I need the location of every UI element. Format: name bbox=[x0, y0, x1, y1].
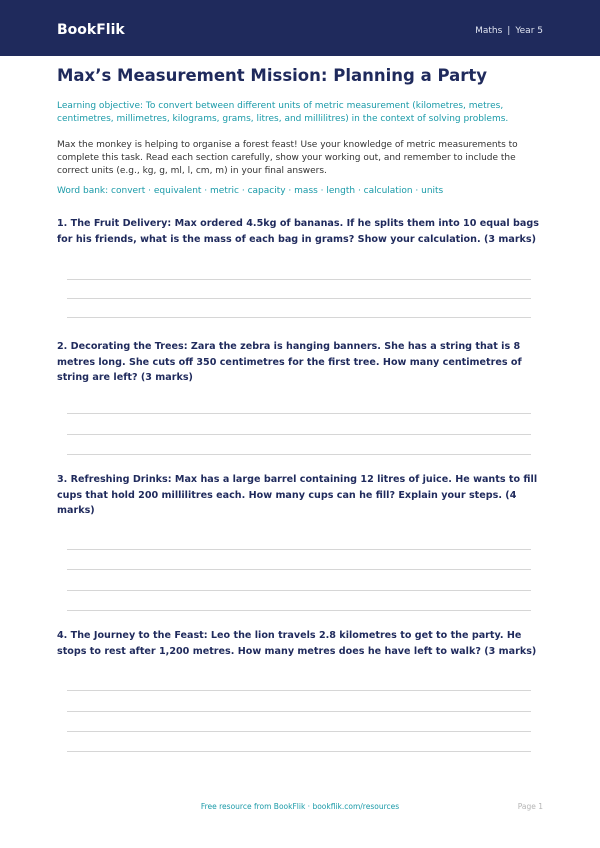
word-bank: Word bank: convert · equivalent · metric · capacity · mass · length · calculation · units bbox=[57, 186, 444, 196]
question-4: 4. The Journey to the Feast: Leo the lion travels 2.8 kilometres to get to the party. He stops to rest after 1,200 metres. How many metres does he have left to walk? (3 marks) bbox=[57, 630, 537, 657]
answer-line[interactable] bbox=[67, 549, 531, 550]
question-2: 2. Decorating the Trees: Zara the zebra is hanging banners. She has a string that is 8 metres long. She cuts off 350 centimetres for the first tree. How many centimetres of string are left? (3 marks) bbox=[57, 341, 522, 383]
page-number: Page 1 bbox=[517, 802, 543, 811]
answer-line[interactable] bbox=[67, 610, 531, 611]
page-title: Max’s Measurement Mission: Planning a Party bbox=[57, 66, 488, 85]
learning-objective: Learning objective: To convert between different units of metric measurement (kilometres, metres, centimetres, millimetres, kilograms, grams, litres, and millilitres) in the context of solving problems. bbox=[57, 101, 509, 124]
answer-line[interactable] bbox=[67, 690, 531, 691]
answer-line[interactable] bbox=[67, 298, 531, 299]
answer-line[interactable] bbox=[67, 569, 531, 570]
answer-line[interactable] bbox=[67, 751, 531, 752]
question-3: 3. Refreshing Drinks: Max has a large barrel containing 12 litres of juice. He wants to fill cups that hold 200 millilitres each. How many cups can he fill? Explain your steps. (4 marks) bbox=[57, 474, 538, 516]
question-1: 1. The Fruit Delivery: Max ordered 4.5kg of bananas. If he splits them into 10 equal bags for his friends, what is the mass of each bag in grams? Show your calculation. (3 marks) bbox=[57, 218, 539, 245]
year-label: Year 5 bbox=[515, 26, 543, 36]
subject-label: Maths bbox=[475, 26, 503, 36]
answer-line[interactable] bbox=[67, 454, 531, 455]
answer-line[interactable] bbox=[67, 317, 531, 318]
answer-line[interactable] bbox=[67, 434, 531, 435]
intro-text: Max the monkey is helping to organise a forest feast! Use your knowledge of metric measurements to complete this task. Read each section carefully, show your working out, and remember to include the correct units (e.g., kg, g, ml, l, cm, m) in your final answers. bbox=[57, 140, 518, 176]
separator: | bbox=[507, 26, 511, 36]
answer-line[interactable] bbox=[67, 711, 531, 712]
header-bar bbox=[0, 0, 600, 56]
answer-line[interactable] bbox=[67, 413, 531, 414]
answer-line[interactable] bbox=[67, 731, 531, 732]
brand-logo-text[interactable]: BookFlik bbox=[57, 22, 125, 38]
footer-text[interactable]: Free resource from BookFlik · bookflik.com/resources bbox=[200, 802, 400, 811]
answer-line[interactable] bbox=[67, 279, 531, 280]
answer-line[interactable] bbox=[67, 590, 531, 591]
subject-year-label bbox=[475, 26, 543, 36]
